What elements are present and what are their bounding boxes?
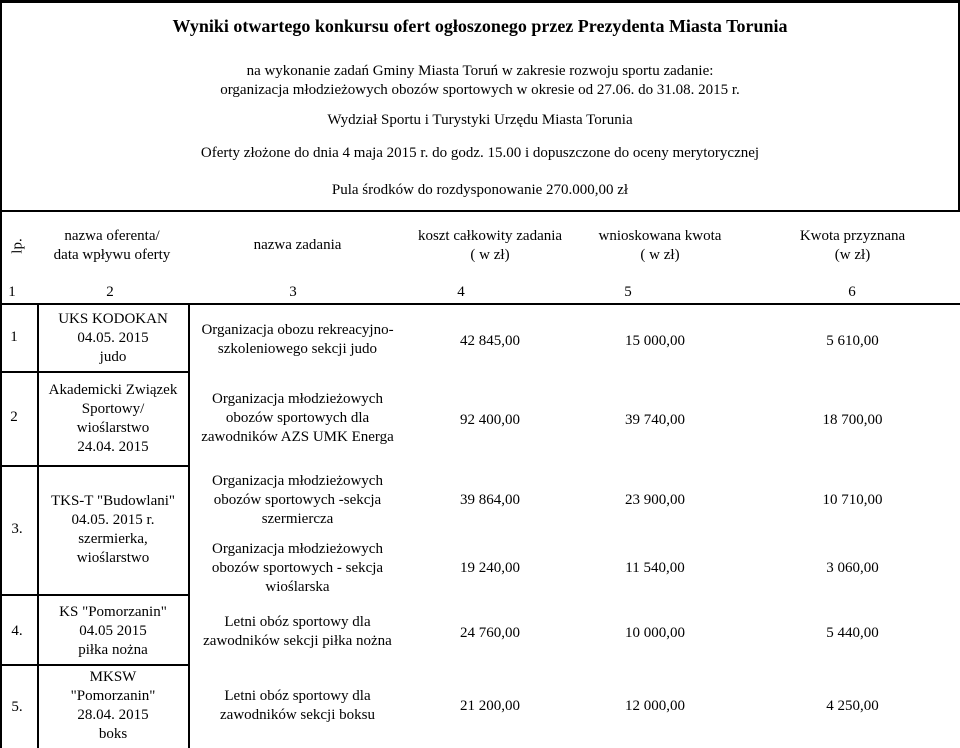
col-number: 2 xyxy=(106,284,114,300)
border-top xyxy=(0,0,960,3)
task-line: zawodników sekcji boksu xyxy=(220,707,375,723)
row-5-offerer xyxy=(39,668,187,744)
offerer-line: 04.05 2015 xyxy=(79,623,147,639)
row-divider xyxy=(0,371,190,373)
col-header-cost-line1: koszt całkowity zadania xyxy=(417,228,563,244)
col-header-lp xyxy=(5,228,31,264)
row-4-requested: 10 000,00 xyxy=(625,625,685,641)
offerer-line: KS "Pomorzanin" xyxy=(59,604,167,620)
row-3b-task xyxy=(190,540,405,597)
row-1-lp: 1 xyxy=(10,329,18,345)
col-header-granted xyxy=(760,227,945,265)
offerer-line: 04.05. 2015 r. xyxy=(71,512,155,528)
row-5-cost: 21 200,00 xyxy=(460,698,520,714)
document-title: Wyniki otwartego konkursu ofert ogłoszonego przez Prezydenta Miasta Torunia xyxy=(172,16,788,36)
offerer-line: boks xyxy=(98,726,128,742)
row-1-offerer xyxy=(39,310,187,367)
col-header-cost-line2: ( w zł) xyxy=(470,247,510,263)
task-line: obozów sportowych dla xyxy=(225,410,370,426)
col-header-offerer xyxy=(37,227,187,265)
department-name: Wydział Sportu i Turystyki Urzędu Miasta Torunia xyxy=(327,112,633,128)
row-5-lp: 5. xyxy=(11,699,23,715)
task-line: Organizacja młodzieżowych xyxy=(212,541,383,557)
row-4-lp: 4. xyxy=(11,623,23,639)
row-divider xyxy=(0,594,190,596)
row-4-task xyxy=(190,613,405,651)
row-1-requested: 15 000,00 xyxy=(625,333,685,349)
offerer-line: UKS KODOKAN xyxy=(58,311,168,327)
col-header-granted-line2: (w zł) xyxy=(834,247,871,263)
offerer-line: TKS-T "Budowlani" xyxy=(50,493,176,509)
col-header-task: nazwa zadania xyxy=(253,237,342,253)
row-3a-task xyxy=(190,472,405,529)
col-header-granted-line1: Kwota przyznana xyxy=(799,228,906,244)
task-line: wioślarska xyxy=(265,579,330,595)
row-5-requested: 12 000,00 xyxy=(625,698,685,714)
task-line: zawodników sekcji piłka nożna xyxy=(203,633,392,649)
col-number: 4 xyxy=(457,284,465,300)
task-line: szermiercza xyxy=(261,511,334,527)
col-number: 3 xyxy=(289,284,297,300)
row-5-granted: 4 250,00 xyxy=(826,698,879,714)
submission-deadline: Oferty złożone do dnia 4 maja 2015 r. do godz. 15.00 i dopuszczone do oceny merytorycznej xyxy=(200,145,760,161)
row-3-lp: 3. xyxy=(11,521,23,537)
row-3a-granted: 10 710,00 xyxy=(822,492,883,508)
col-header-offerer-line2: data wpływu oferty xyxy=(53,247,171,263)
row-4-cost: 24 760,00 xyxy=(460,625,520,641)
task-line: obozów sportowych -sekcja xyxy=(213,492,382,508)
offerer-line: judo xyxy=(99,349,127,365)
row-3-offerer xyxy=(39,492,187,568)
task-line: Organizacja młodzieżowych xyxy=(212,391,383,407)
offerer-line: wioślarstwo xyxy=(76,420,150,436)
task-line: Organizacja obozu rekreacyjno- xyxy=(201,322,394,338)
offerer-line: szermierka, xyxy=(78,531,148,547)
row-3b-cost: 19 240,00 xyxy=(460,560,520,576)
offerer-line: 04.05. 2015 xyxy=(77,330,149,346)
row-1-task xyxy=(190,321,405,359)
row-3a-requested: 23 900,00 xyxy=(625,492,685,508)
task-line: Letni obóz sportowy dla xyxy=(224,688,371,704)
row-1-cost: 42 845,00 xyxy=(460,333,520,349)
row-divider xyxy=(0,465,190,467)
row-2-requested: 39 740,00 xyxy=(625,412,685,428)
offerer-line: wioślarstwo xyxy=(76,550,150,566)
col-header-lp-text: lp. xyxy=(9,238,26,254)
task-line: obozów sportowych - sekcja xyxy=(211,560,384,576)
offerer-line: Sportowy/ xyxy=(81,401,145,417)
row-divider xyxy=(0,664,190,666)
row-5-task xyxy=(190,687,405,725)
row-3b-granted: 3 060,00 xyxy=(826,560,879,576)
offerer-line: "Pomorzanin" xyxy=(70,688,156,704)
row-2-offerer xyxy=(39,381,187,457)
offerer-line: 24.04. 2015 xyxy=(77,439,149,455)
task-line: szkoleniowego sekcji judo xyxy=(217,341,378,357)
offerer-line: piłka nożna xyxy=(78,642,148,658)
offerer-line: 28.04. 2015 xyxy=(77,707,149,723)
row-4-offerer xyxy=(39,603,187,660)
col-number: 6 xyxy=(848,284,856,300)
col-header-requested-line1: wnioskowana kwota xyxy=(598,228,722,244)
row-3b-requested: 11 540,00 xyxy=(625,560,685,576)
row-2-granted: 18 700,00 xyxy=(822,412,883,428)
row-1-granted: 5 610,00 xyxy=(826,333,879,349)
col-header-offerer-line1: nazwa oferenta/ xyxy=(64,228,160,244)
task-line: Letni obóz sportowy dla xyxy=(224,614,371,630)
task-description-line2: organizacja młodzieżowych obozów sportowych w okresie od 27.06. do 31.08. 2015 r. xyxy=(220,82,740,98)
row-4-granted: 5 440,00 xyxy=(826,625,879,641)
task-line: Organizacja młodzieżowych xyxy=(212,473,383,489)
task-description-line1: na wykonanie zadań Gminy Miasta Toruń w zakresie rozwoju sportu zadanie: xyxy=(246,63,714,79)
col-header-requested-line2: ( w zł) xyxy=(640,247,680,263)
funding-pool: Pula środków do rozdysponowanie 270.000,00 zł xyxy=(331,182,629,198)
task-line: zawodników AZS UMK Energa xyxy=(201,429,394,445)
offerer-line: Akademicki Związek xyxy=(48,382,178,398)
row-2-task xyxy=(190,390,405,447)
col-number: 1 xyxy=(8,284,16,300)
row-2-cost: 92 400,00 xyxy=(460,412,520,428)
offerer-line: MKSW xyxy=(89,669,137,685)
col-header-requested xyxy=(575,227,745,265)
row-3a-cost: 39 864,00 xyxy=(460,492,520,508)
row-2-lp: 2 xyxy=(10,409,18,425)
header-bottom-border xyxy=(0,210,960,212)
row-divider xyxy=(0,303,960,305)
col-header-cost xyxy=(405,227,575,265)
col-number: 5 xyxy=(624,284,632,300)
